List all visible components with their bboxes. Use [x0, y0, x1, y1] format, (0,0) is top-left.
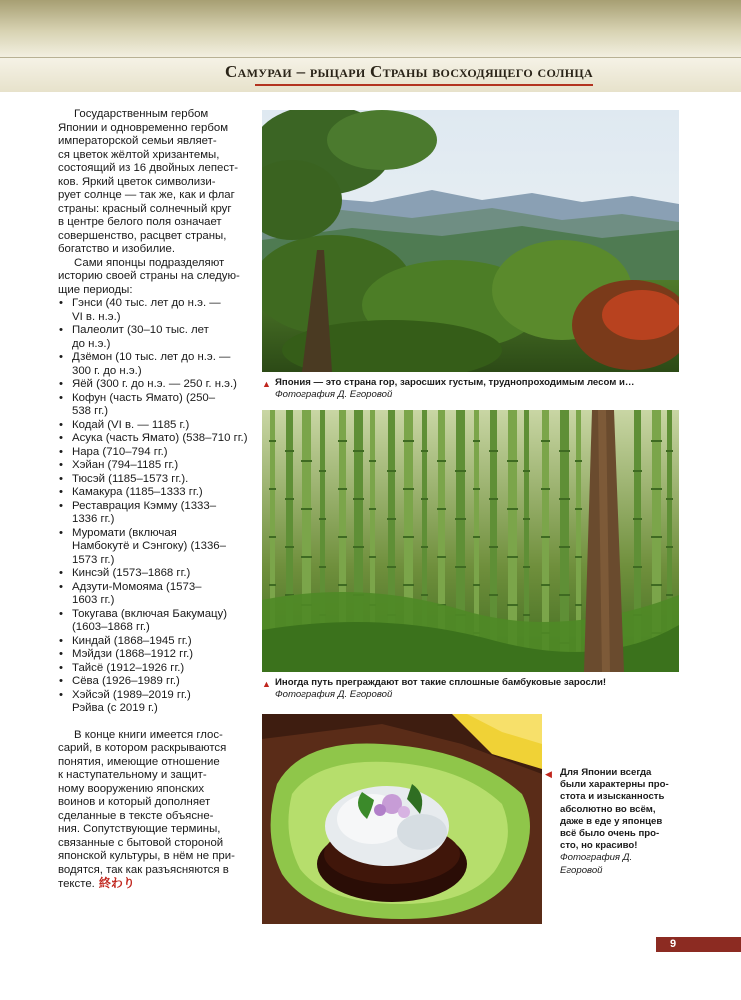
bamboo-node: [369, 556, 376, 558]
bamboo-photo-credit: Фотография Д. Егоровой: [275, 689, 393, 700]
bamboo-node: [633, 566, 642, 568]
period-line: (1603–1868 гг.): [72, 621, 150, 633]
periods-intro-line: щие периоды:: [58, 283, 133, 296]
bamboo-node: [437, 460, 446, 462]
period-line: Реставрация Кэмму (1333–: [72, 499, 217, 512]
period-list-item: [58, 635, 250, 649]
dish-photo-credit: Фотография Д. Егоровой: [560, 852, 633, 876]
intro-line: совершенство, расцвет страны,: [58, 229, 227, 242]
bamboo-node: [651, 488, 662, 490]
dish-caption-line: сто, но красиво!: [560, 840, 638, 852]
period-list-item: [58, 581, 250, 608]
bamboo-node: [421, 594, 428, 596]
period-line: Гэнси (40 тыс. лет до н.э. —: [72, 297, 221, 309]
bamboo-node: [559, 498, 570, 500]
period-list-item: [58, 297, 250, 324]
bamboo-node: [319, 566, 326, 568]
glossary-line: ния. Сопутствующие термины,: [58, 823, 221, 835]
bamboo-node: [353, 498, 364, 500]
bamboo-node: [269, 536, 276, 538]
period-line: Рэйва (с 2019 г.): [72, 702, 158, 714]
bamboo-node: [507, 604, 518, 606]
bamboo-node: [403, 584, 414, 586]
glossary-line: сделанные в тексте объясне-: [58, 809, 214, 822]
intro-line: императорской семьи являет-: [58, 135, 217, 147]
intro-line: состоящий из 16 двойных лепест-: [58, 162, 239, 174]
bamboo-node: [353, 450, 364, 452]
mountain-photo-credit: Фотография Д. Егоровой: [275, 389, 393, 400]
period-list-item: [58, 473, 250, 487]
period-line: 538 гг.): [72, 405, 109, 417]
periods-intro-paragraph: [58, 257, 250, 298]
bamboo-node: [575, 604, 582, 606]
bamboo-node: [507, 556, 518, 558]
bamboo-node: [437, 508, 446, 510]
period-line: Дзёмон (10 тыс. лет до н.э. —: [72, 351, 231, 363]
bamboo-node: [559, 450, 570, 452]
mountain-forest-photo: [262, 110, 679, 372]
period-line: Киндай (1868–1945 гг.): [72, 634, 192, 647]
intro-paragraph: [58, 108, 250, 257]
bamboo-node: [541, 584, 550, 586]
bamboo-node: [541, 440, 550, 442]
bamboo-node: [575, 460, 582, 462]
period-list-item: [58, 432, 250, 446]
page-number: 9: [656, 937, 741, 952]
bamboo-node: [285, 546, 294, 548]
period-list-item: [58, 675, 250, 689]
bamboo-node: [455, 470, 466, 472]
period-list-item: [58, 419, 250, 433]
bamboo-node: [666, 546, 673, 548]
glossary-line: В конце книги имеется глос-: [74, 728, 223, 741]
period-line: 1336 гг.): [72, 513, 115, 525]
dish-caption-line: были характерны про-: [560, 779, 669, 791]
period-list-item: [58, 648, 250, 662]
bamboo-node: [651, 584, 662, 586]
bamboo-node: [523, 470, 530, 472]
glossary-line: японской культуры, в нём не при-: [58, 850, 235, 862]
bamboo-node: [489, 594, 498, 596]
period-line: Тюсэй (1185–1573 гг.).: [72, 472, 189, 485]
dish-caption-line: стота и изысканность: [560, 791, 665, 803]
bamboo-node: [633, 470, 642, 472]
intro-line: в центре белого поля означает: [58, 216, 222, 228]
header-underline: [255, 84, 593, 86]
period-line: Кофун (часть Ямато) (250–: [72, 391, 216, 404]
dish-caption-line: Для Японии всегда: [560, 767, 652, 778]
bamboo-node: [285, 450, 294, 452]
bamboo-node: [541, 488, 550, 490]
japanese-dish-photo: [262, 714, 542, 924]
intro-line: богатство и изобилие.: [58, 243, 175, 255]
intro-line: страны: красный солнечный круг: [58, 202, 232, 215]
period-list-item: [58, 662, 250, 676]
intro-line: Государственным гербом: [74, 108, 209, 120]
glossary-line: ному вооружению японских: [58, 782, 205, 795]
intro-line: рует солнце — так же, как и флаг: [58, 189, 235, 201]
bamboo-node: [387, 470, 396, 472]
period-line: VI в. н.э.): [72, 310, 121, 323]
bamboo-node: [541, 536, 550, 538]
bamboo-node: [319, 518, 326, 520]
bamboo-node: [301, 556, 312, 558]
glossary-paragraph: [58, 729, 250, 892]
bamboo-node: [285, 498, 294, 500]
caption-triangle-left-icon: ◀: [545, 769, 552, 779]
bamboo-node: [473, 440, 480, 442]
bamboo-node: [338, 488, 347, 490]
bamboo-node: [575, 508, 582, 510]
period-line: Адзути-Момояма (1573–: [72, 580, 202, 593]
bamboo-node: [269, 488, 276, 490]
intro-line: Японии и одновременно гербом: [58, 121, 229, 134]
bamboo-node: [473, 584, 480, 586]
mountain-photo-caption: [262, 377, 682, 401]
bamboo-node: [666, 498, 673, 500]
glossary-line: воинов и который дополняет: [58, 796, 211, 808]
period-list-item: [58, 486, 250, 500]
bamboo-node: [369, 508, 376, 510]
caption-triangle-icon: ▲: [262, 679, 271, 689]
period-list-item: [58, 351, 250, 378]
bamboo-node: [473, 488, 480, 490]
bamboo-node: [437, 556, 446, 558]
bamboo-node: [338, 584, 347, 586]
period-list-item: [58, 567, 250, 581]
bamboo-node: [455, 566, 466, 568]
period-list-item: [58, 689, 250, 716]
period-line: 1603 гг.): [72, 594, 115, 606]
bamboo-node: [666, 594, 673, 596]
glossary-line: сарий, в котором раскрываются: [58, 742, 227, 754]
period-line: до н.э.): [72, 337, 111, 350]
period-list-item: [58, 500, 250, 527]
period-list-item: [58, 392, 250, 419]
dish-caption-line: абсолютно во всём,: [560, 803, 656, 815]
bamboo-node: [575, 556, 582, 558]
periods-list: [58, 297, 250, 716]
running-header-title: Самураи – рыцари Страны восходящего солнца: [225, 62, 593, 81]
bamboo-node: [338, 440, 347, 442]
bamboo-node: [269, 584, 276, 586]
period-line: Тайсё (1912–1926 гг.): [72, 661, 185, 674]
bamboo-node: [269, 440, 276, 442]
dish-caption-line: всё было очень про-: [560, 828, 660, 840]
period-list-item: [58, 459, 250, 473]
bamboo-node: [301, 460, 312, 462]
period-line: Мэйдзи (1868–1912 гг.): [72, 648, 194, 660]
bamboo-node: [489, 450, 498, 452]
bamboo-forest-photo: [262, 410, 679, 672]
glossary-line: связанные с бытовой стороной: [58, 836, 224, 849]
period-line: Хэйан (794–1185 гг.): [72, 459, 179, 471]
period-list-item: [58, 446, 250, 460]
bamboo-node: [319, 470, 326, 472]
period-line: 300 г. до н.э.): [72, 364, 142, 377]
mountain-caption-text: Япония — это страна гор, заросших густым, труднопроходимым лесом и…: [275, 377, 635, 388]
bamboo-node: [338, 536, 347, 538]
period-list-item: [58, 608, 250, 635]
bamboo-node: [473, 536, 480, 538]
glossary-line: водятся, так как разъясняются в: [58, 863, 229, 876]
bamboo-node: [387, 566, 396, 568]
bamboo-node: [387, 518, 396, 520]
glossary-line: к наступательному и защит-: [58, 769, 207, 781]
period-line: Кодай (VI в. — 1185 г.): [72, 418, 190, 431]
paragraph-gap: [58, 716, 250, 729]
bamboo-node: [489, 546, 498, 548]
bamboo-node: [353, 546, 364, 548]
intro-line: ков. Яркий цветок символизи-: [58, 175, 216, 188]
bamboo-node: [507, 460, 518, 462]
period-line: Камакура (1185–1333 гг.): [72, 486, 203, 498]
bamboo-node: [651, 440, 662, 442]
decorative-top-band: [0, 0, 741, 58]
period-line: Яёй (300 г. до н.э. — 250 г. н.э.): [72, 378, 237, 390]
dish-photo-caption: [545, 767, 675, 877]
bamboo-caption-text: Иногда путь преграждают вот такие сплошные бамбуковые заросли!: [275, 677, 607, 688]
bamboo-node: [421, 546, 428, 548]
period-list-item: [58, 324, 250, 351]
dish-caption-text: [545, 767, 675, 852]
bamboo-node: [559, 546, 570, 548]
bamboo-node: [403, 488, 414, 490]
bamboo-node: [455, 518, 466, 520]
bamboo-node: [369, 460, 376, 462]
bamboo-node: [559, 594, 570, 596]
periods-intro-line: Сами японцы подразделяют: [74, 256, 225, 269]
bamboo-photo-caption: [262, 677, 682, 701]
bamboo-node: [651, 536, 662, 538]
bamboo-node: [523, 614, 530, 616]
left-text-column: [58, 108, 250, 892]
caption-triangle-icon: ▲: [262, 379, 271, 389]
bamboo-node: [403, 536, 414, 538]
bamboo-node: [421, 498, 428, 500]
bamboo-node: [301, 508, 312, 510]
period-line: Нара (710–794 гг.): [72, 445, 168, 458]
glossary-line: тексте.: [58, 878, 95, 890]
bamboo-node: [489, 498, 498, 500]
period-list-item: [58, 527, 250, 568]
bamboo-node: [507, 508, 518, 510]
dish-caption-line: даже в еде у японцев: [560, 815, 663, 827]
period-line: Намбокутё и Сэнгоку) (1336–: [72, 540, 226, 552]
bamboo-node: [403, 440, 414, 442]
period-line: Хэйсэй (1989–2019 гг.): [72, 688, 191, 701]
period-list-item: [58, 378, 250, 392]
period-line: Токугава (включая Бакумацу): [72, 607, 228, 620]
periods-intro-line: историю своей страны на следую-: [58, 270, 240, 282]
bamboo-node: [666, 450, 673, 452]
bamboo-node: [421, 450, 428, 452]
bamboo-node: [523, 566, 530, 568]
bamboo-node: [523, 518, 530, 520]
bamboo-node: [633, 518, 642, 520]
glossary-line: понятия, имеющие отношение: [58, 755, 220, 768]
period-line: 1573 гг.): [72, 553, 115, 566]
period-line: Палеолит (30–10 тыс. лет: [72, 324, 209, 336]
intro-line: ся цветок жёлтой хризантемы,: [58, 148, 220, 161]
end-mark: 終わり: [98, 876, 135, 890]
period-line: Кинсэй (1573–1868 гг.): [72, 567, 191, 579]
period-line: Сёва (1926–1989 гг.): [72, 675, 180, 687]
period-line: Асука (часть Ямато) (538–710 гг.): [72, 432, 248, 444]
period-line: Муромати (включая: [72, 526, 177, 539]
